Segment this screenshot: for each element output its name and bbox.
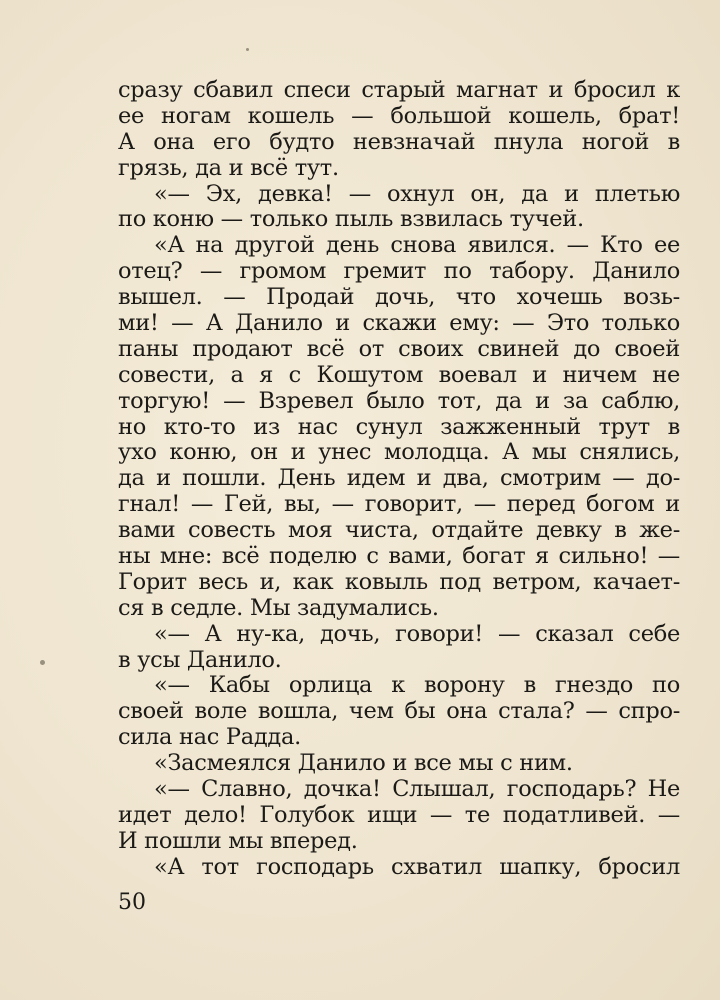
text-line: сразу сбавил спеси старый магнат и бросил к bbox=[118, 78, 680, 103]
text-line: но кто-то из нас сунул зажженный трут в bbox=[118, 414, 680, 440]
text-line: по коню — только пыль взвилась тучей. bbox=[118, 207, 584, 233]
text-line: «А тот господарь схватил шапку, бросил bbox=[154, 854, 680, 880]
text-line: вышел. — Продай дочь, что хочешь возь- bbox=[118, 285, 680, 311]
text-line: ми! — А Данило и скажи ему: — Это только bbox=[118, 311, 680, 337]
text-line: «— Славно, дочка! Слышал, господарь? Не bbox=[154, 777, 680, 803]
text-line: ее ногам кошель — большой кошель, брат! bbox=[118, 103, 680, 129]
text-line: гнал! — Гей, вы, — говорит, — перед богом и bbox=[118, 492, 680, 518]
text-line: Горит весь и, как ковыль под ветром, качает- bbox=[118, 569, 680, 595]
text-line: вами совесть моя чиста, отдайте девку в же- bbox=[118, 518, 680, 544]
text-line: да и пошли. День идем и два, смотрим — до- bbox=[118, 466, 680, 492]
text-line: ны мне: всё поделю с вами, богат я сильно! — bbox=[118, 544, 680, 570]
text-line: ся в седле. Мы задумались. bbox=[118, 595, 439, 621]
paper-speck bbox=[40, 660, 45, 665]
text-line: своей воле вошла, чем бы она стала? — спро- bbox=[118, 699, 680, 725]
text-line: отец? — громом гремит по табору. Данило bbox=[118, 259, 680, 285]
text-line: ухо коню, он и унес молодца. А мы снялись, bbox=[118, 440, 680, 466]
text-line: совести, а я с Кошутом воевал и ничем не bbox=[118, 362, 680, 388]
text-line: идет дело! Голубок ищи — те податливей. — bbox=[118, 802, 680, 828]
paper-speck bbox=[246, 48, 249, 51]
text-line: в усы Данило. bbox=[118, 647, 282, 673]
body-text bbox=[118, 78, 680, 881]
text-line: А она его будто невзначай пнула ногой в bbox=[118, 129, 680, 155]
text-line: сила нас Радда. bbox=[118, 725, 301, 751]
text-line: грязь, да и всё тут. bbox=[118, 155, 339, 181]
text-line: паны продают всё от своих свиней до своей bbox=[118, 336, 680, 362]
text-line: «— Эх, девка! — охнул он, да и плетью bbox=[154, 181, 680, 207]
text-line: «Засмеялся Данило и все мы с ним. bbox=[154, 751, 573, 777]
text-line: «— Кабы орлица к ворону в гнездо по bbox=[154, 673, 680, 699]
text-line: И пошли мы вперед. bbox=[118, 828, 358, 854]
text-line: торгую! — Взревел было тот, да и за саблю, bbox=[118, 388, 680, 414]
text-line: «— А ну-ка, дочь, говори! — сказал себе bbox=[154, 621, 680, 647]
text-line: «А на другой день снова явился. — Кто ее bbox=[154, 233, 680, 259]
page-number: 50 bbox=[118, 890, 146, 915]
